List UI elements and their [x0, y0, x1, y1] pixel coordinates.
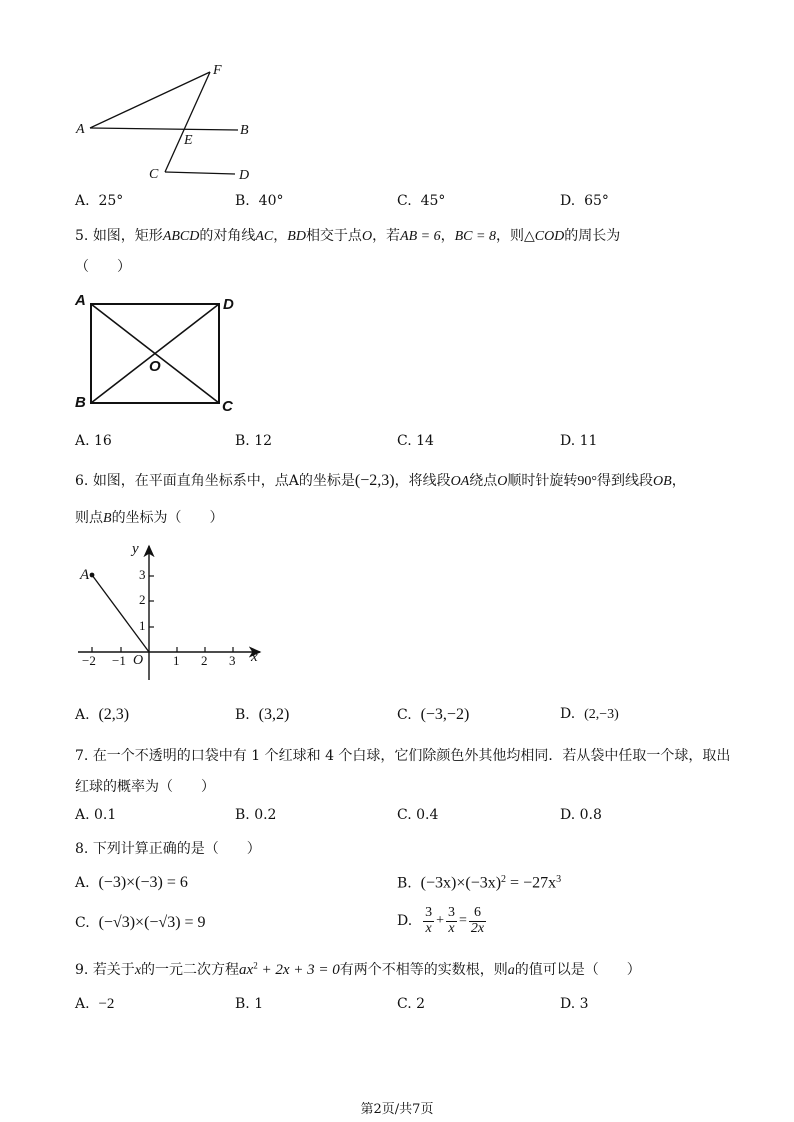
q6-stem-line1 [75, 470, 686, 490]
frac-denominator: x [448, 920, 455, 936]
q9-option-b[interactable] [235, 996, 263, 1012]
frac-numerator: 3 [425, 905, 433, 920]
q7-stem-line1 [75, 745, 730, 765]
q5-text: 的对角线 [199, 228, 256, 244]
option-rhs: = −27x [506, 874, 557, 892]
option-exponent: 2 [501, 874, 507, 885]
q7-option-c[interactable] [397, 807, 438, 823]
q8-option-d[interactable] [397, 906, 488, 936]
q5-math: ABCD [162, 229, 200, 244]
option-letter: B. [235, 996, 250, 1012]
option-text: 0.4 [416, 807, 439, 823]
q7-stem-line2: 红球的概率为（ ） [75, 779, 215, 795]
option-letter: D. [397, 913, 413, 930]
q7-option-d[interactable] [560, 807, 602, 823]
equals-sign: = [459, 913, 467, 929]
option-letter: A. [75, 707, 90, 723]
option-letter: C. [397, 807, 412, 823]
option-letter: C. [397, 433, 412, 449]
fig4-label-a: A [76, 122, 85, 137]
fig6-x-tick-neg1: −1 [112, 653, 126, 668]
q5-option-b[interactable] [235, 433, 272, 449]
fig6-x-tick-neg2: −2 [82, 653, 96, 668]
q8-stem [75, 838, 261, 858]
option-text: −2 [98, 996, 115, 1012]
q6-option-d[interactable] [560, 706, 619, 723]
q5-option-c[interactable] [397, 433, 434, 449]
q9-math: a [507, 963, 515, 978]
q6-text: 则点 [75, 510, 103, 526]
fig5-label-c: C [222, 398, 233, 415]
q6-math: (−2,3) [354, 472, 395, 489]
option-text: 16 [94, 433, 112, 449]
fig4-label-e: E [184, 133, 193, 148]
q6-stem-line2 [75, 507, 224, 527]
fig4-label-d: D [239, 168, 250, 183]
q5-stem [75, 225, 620, 245]
y-tick-marks [149, 576, 154, 627]
q8-option-b[interactable] [397, 874, 561, 893]
q9-text: 的一元二次方程 [141, 962, 240, 978]
q6-math: B [103, 511, 112, 526]
fraction-3-over-x-2 [446, 906, 457, 936]
fig4-label-b: B [240, 123, 249, 138]
option-letter: A. [75, 193, 90, 209]
q5-answer-paren: （ ） [75, 259, 131, 275]
frac-numerator: 6 [469, 906, 486, 922]
line-ab [90, 128, 238, 130]
q8-number: 8. [75, 841, 89, 857]
q4-option-a[interactable] [75, 193, 123, 209]
q9-text: 的值可以是（ ） [514, 962, 641, 978]
q5-text: 的周长为 [564, 228, 621, 244]
option-letter: A. [75, 875, 90, 891]
q4-option-c[interactable] [397, 193, 445, 209]
q5-text: 相交于点 [305, 228, 362, 244]
q6-option-b[interactable] [235, 706, 289, 724]
q7-option-a[interactable] [75, 807, 116, 823]
fraction-3-over-x [423, 906, 434, 936]
option-letter: A. [75, 433, 90, 449]
q9-option-c[interactable] [397, 996, 425, 1012]
q5-option-a[interactable] [75, 433, 112, 449]
q6-text: ，将线段 [394, 473, 451, 489]
option-text: 2 [416, 996, 426, 1012]
q9-math: ax [239, 962, 254, 978]
option-letter: B. [235, 193, 250, 209]
option-text: 14 [416, 433, 434, 449]
fig6-y-label: y [132, 541, 139, 557]
fig6-x-tick-1: 1 [173, 653, 180, 668]
option-letter: D. [560, 996, 576, 1012]
fig6-y-tick-1: 1 [139, 618, 146, 633]
fig6-y-tick-2: 2 [139, 592, 146, 607]
frac-denominator: x [425, 920, 432, 936]
option-text: (2,−3) [584, 707, 619, 722]
q6-text: 得到线段 [597, 473, 654, 489]
frac-numerator: 3 [448, 905, 455, 920]
option-text: 45° [420, 193, 446, 209]
option-text: (−√3)×(−√3) = 9 [98, 914, 206, 931]
fig6-point-a-label: A [80, 567, 90, 583]
option-text: (3,2) [258, 706, 290, 723]
option-text: 25° [98, 193, 124, 209]
q9-math: x [134, 963, 142, 978]
option-letter: D. [560, 433, 576, 449]
page-footer: 第2页/共7页 [360, 1102, 434, 1117]
x-tick-marks [92, 647, 233, 652]
fig5-label-b: B [75, 394, 86, 411]
fig6-x-tick-3: 3 [229, 653, 236, 668]
option-letter: D. [560, 807, 576, 823]
option-letter: B. [235, 433, 250, 449]
q6-text: 的坐标为（ ） [111, 510, 224, 526]
fig4-label-c: C [149, 167, 159, 182]
q9-text: 有两个不相等的实数根，则 [339, 962, 508, 978]
q9-number: 9. [75, 962, 89, 978]
q6-text: 如图，在平面直角坐标系中，点A的坐标是 [92, 473, 355, 489]
q7-text: 在一个不透明的口袋中有 1 个红球和 4 个白球，它们除颜色外其他均相同．若从袋中任取一个球，取出 [92, 748, 731, 764]
fig6-origin-label: O [133, 653, 144, 668]
figure-q5 [85, 298, 230, 410]
q5-math: AB = 6 [400, 229, 441, 244]
q9-option-d[interactable] [560, 996, 589, 1012]
fig4-label-f: F [213, 63, 222, 78]
q6-math: OA [450, 474, 470, 489]
q5-math: BD [287, 229, 306, 244]
q6-math: 90° [577, 474, 598, 489]
option-text: 0.1 [94, 807, 117, 823]
q6-option-c[interactable] [397, 706, 469, 724]
option-letter: C. [397, 193, 412, 209]
option-rhs-exponent: 3 [556, 874, 562, 885]
point-a [90, 573, 95, 578]
option-letter: D. [560, 706, 576, 722]
q5-text: ，则 [495, 228, 524, 244]
option-letter: A. [75, 807, 90, 823]
q6-option-a[interactable] [75, 706, 129, 724]
q4-option-b[interactable] [235, 193, 283, 209]
option-letter: C. [75, 915, 90, 931]
q5-math: △COD [523, 229, 565, 244]
option-letter: B. [235, 807, 250, 823]
fig6-x-tick-2: 2 [201, 653, 208, 668]
line-fc [165, 72, 210, 172]
segment-oa [92, 575, 149, 652]
q6-text: ， [671, 473, 686, 489]
q5-math: O [361, 229, 373, 244]
q9-text: 若关于 [92, 962, 135, 978]
option-base: (−3x)×(−3x) [420, 874, 502, 892]
option-text: 0.8 [579, 807, 602, 823]
q7-option-b[interactable] [235, 807, 276, 823]
q5-number: 5. [75, 228, 89, 244]
q5-math: AC [255, 229, 274, 244]
option-letter: B. [397, 875, 412, 892]
option-text: (−3)×(−3) = 6 [98, 874, 188, 891]
q5-text: 如图，矩形 [92, 228, 163, 244]
q6-text: 绕点 [469, 473, 498, 489]
fig5-label-d: D [223, 296, 234, 313]
option-text: (−3,−2) [420, 706, 470, 723]
q4-option-d[interactable] [560, 193, 609, 209]
q8-option-a[interactable] [75, 874, 188, 892]
q6-math: O [497, 474, 508, 489]
q5-text: ， [440, 228, 455, 244]
fig5-label-a: A [75, 292, 86, 309]
fig6-y-tick-3: 3 [139, 567, 146, 582]
option-letter: C. [397, 707, 412, 723]
option-text: 40° [258, 193, 284, 209]
option-text: (2,3) [98, 706, 130, 723]
option-letter: A. [75, 996, 90, 1012]
figure-q6 [70, 540, 270, 685]
line-af [90, 72, 210, 128]
q5-option-d[interactable] [560, 433, 597, 449]
q6-text: 顺时针旋转 [507, 473, 578, 489]
fraction-6-over-2x [469, 906, 486, 936]
option-text: 11 [579, 433, 598, 449]
option-text: 0.2 [254, 807, 277, 823]
q9-option-a[interactable] [75, 996, 114, 1013]
option-text: 3 [579, 996, 589, 1012]
option-letter: C. [397, 996, 412, 1012]
fig5-label-o: O [149, 358, 161, 375]
q7-number: 7. [75, 748, 89, 764]
option-letter: D. [560, 193, 576, 209]
q6-math: OB [653, 474, 672, 489]
q5-text: ，若 [372, 228, 401, 244]
q8-option-c[interactable] [75, 914, 206, 932]
q9-stem [75, 959, 641, 979]
option-text: 65° [584, 193, 609, 209]
option-text: 12 [254, 433, 273, 449]
frac-denominator: 2x [470, 920, 485, 936]
option-letter: B. [235, 707, 250, 723]
q9-math-exponent: 2 [253, 960, 258, 971]
option-text: 1 [254, 996, 264, 1012]
plus-sign: + [436, 913, 444, 929]
line-cd [165, 172, 235, 174]
figure-q4 [60, 55, 290, 190]
q9-math: + 2x + 3 = 0 [257, 962, 340, 978]
q8-text: 下列计算正确的是（ ） [92, 841, 261, 857]
q5-text: ， [273, 228, 288, 244]
q5-math: BC = 8 [454, 229, 496, 244]
fig6-x-label: x [251, 649, 258, 665]
q6-number: 6. [75, 473, 89, 489]
